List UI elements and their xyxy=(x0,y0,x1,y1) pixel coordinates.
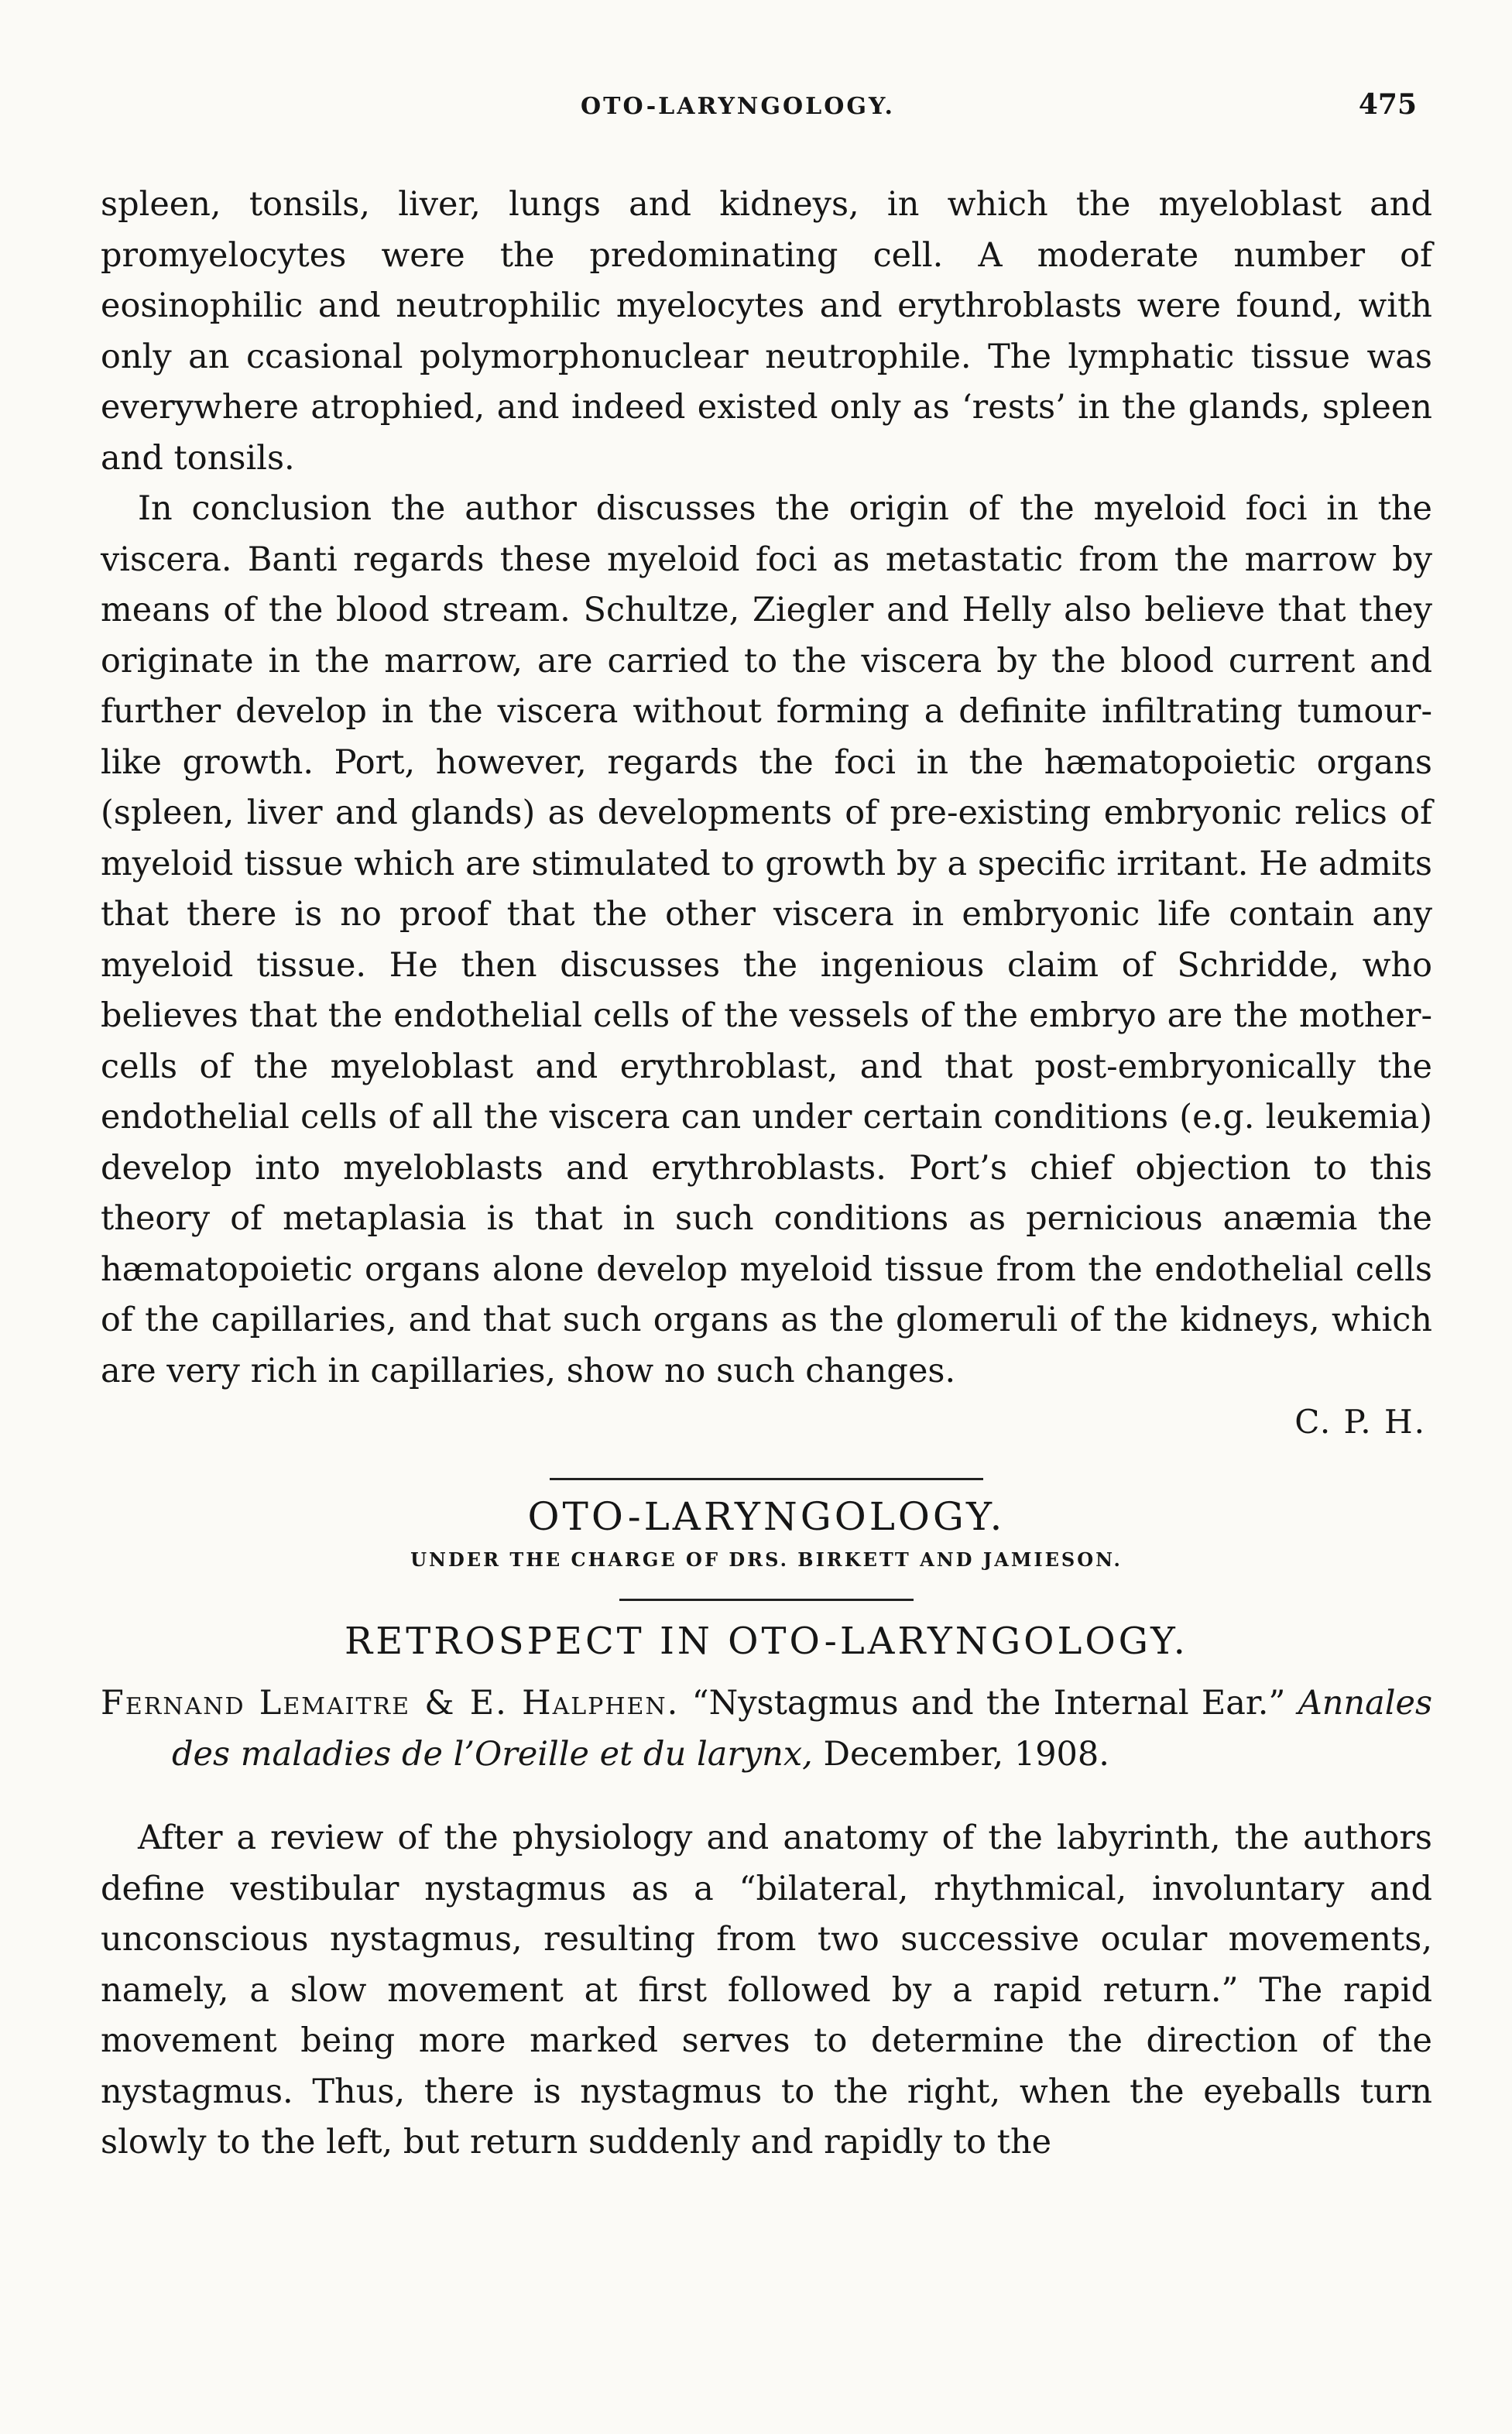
subsection-divider xyxy=(619,1599,914,1601)
page-number: 475 xyxy=(1358,88,1417,121)
citation-journal: Annales des maladies de l’Oreille et du larynx, xyxy=(172,1684,1433,1774)
author-initials: C. P. H. xyxy=(1294,1403,1426,1441)
citation-authors: Fernand Lemaitre & E. Halphen. xyxy=(101,1684,680,1723)
section-title: OTO-LARYNGOLOGY. xyxy=(527,1494,1006,1539)
book-page xyxy=(101,85,1432,2168)
paragraph-continued: spleen, tonsils, liver, lungs and kidneys, in which the myeloblast and promyelocytes were the predominating cell. A moderate number of eosinophilic and neutrophilic myelocytes and erythroblasts were found, with only an ccasional polymorphonuclear neutrophile. The lymphatic tissue was everywhere atrophied, and indeed existed only as ‘rests’ in the glands, spleen and tonsils. xyxy=(101,185,1432,478)
retrospect-title: RETROSPECT IN OTO-LARYNGOLOGY. xyxy=(345,1620,1188,1663)
citation-date: December, 1908. xyxy=(823,1734,1109,1774)
running-title: OTO-LARYNGOLOGY. xyxy=(581,93,895,120)
paragraph-conclusion: In conclusion the author discusses the origin of the myeloid foci in the viscera. Banti regards these myeloid foci as metastatic from the marrow by means of the blood stream. Schultze, Ziegler and Helly also believe that they originate in the marrow, are carried to the viscera by the blood current and further develop in the viscera without forming a definite infiltrating tumour-like growth. Port, however, regards the foci in the hæmatopoietic organs (spleen, liver and glands) as developments of pre-existing embryonic relics of myeloid tissue which are stimulated to growth by a specific irritant. He admits that there is no proof that the other viscera in embryonic life contain any myeloid tissue. He then discusses the ingenious claim of Schridde, who believes that the endothelial cells of the vessels of the embryo are the mother-cells of the myeloblast and erythroblast, and that post-embryonically the endothelial cells of all the viscera can under certain conditions (e.g. leukemia) develop into myeloblasts and erythroblasts. Port’s chief objection to this theory of metaplasia is that in such conditions as pernicious anæmia the hæmatopoietic organs alone develop myeloid tissue from the endothelial cells of the capillaries, and that such organs as the glomeruli of the kidneys, which are very rich in capillaries, show no such changes. xyxy=(101,489,1432,1390)
running-head xyxy=(101,85,1432,139)
citation xyxy=(101,1678,1432,1780)
citation-article-title: “Nystagmus and the Internal Ear.” xyxy=(691,1684,1286,1723)
section-subtitle: UNDER THE CHARGE OF DRS. BIRKETT AND JAMIESON. xyxy=(410,1548,1123,1571)
section-divider xyxy=(550,1478,983,1480)
article-body: After a review of the physiology and anatomy of the labyrinth, the authors define vestibular nystagmus as a “bilateral, rhythmical, involuntary and unconscious nystagmus, resulting from two successive ocular movements, namely, a slow movement at first followed by a rapid return.” The rapid movement being more marked serves to determine the direction of the nystagmus. Thus, there is nystagmus to the right, when the eyeballs turn slowly to the left, but return suddenly and rapidly to the xyxy=(101,1819,1432,2161)
